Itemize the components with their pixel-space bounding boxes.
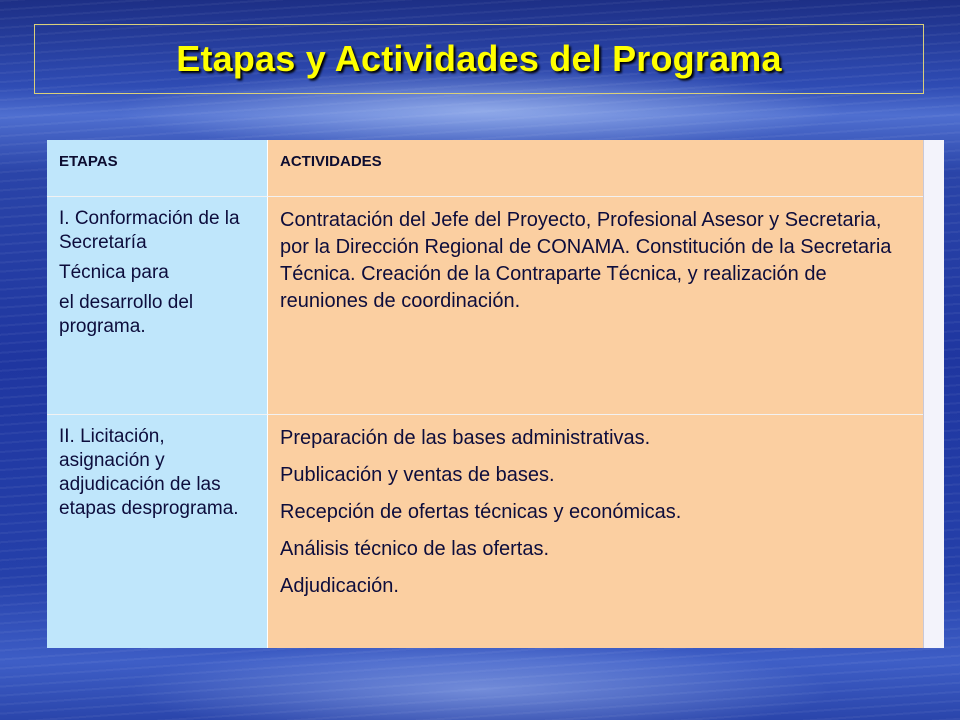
stage-1-line-2: Técnica para [59, 262, 169, 283]
table-row-2-actividades [268, 414, 923, 648]
header-actividades: ACTIVIDADES [268, 140, 923, 196]
activity-2-item: Publicación y ventas de bases. [280, 464, 555, 486]
table-row-1-etapa [47, 196, 268, 414]
program-table [47, 140, 944, 648]
stage-1-line-1: I. Conformación de la Secretaría [59, 208, 240, 253]
table-side-strip [923, 140, 944, 648]
table-grid [47, 140, 923, 648]
activity-2-item: Análisis técnico de las ofertas. [280, 538, 550, 560]
title-box [34, 24, 924, 94]
stage-2-line-1: II. Licitación, asignación y adjudicación de las etapas desprograma. [59, 426, 239, 519]
activity-2-item: Recepción de ofertas técnicas y económicas. [280, 501, 682, 523]
table-row-1-actividades [268, 196, 923, 414]
activity-2-list [280, 425, 911, 600]
header-etapas: ETAPAS [47, 140, 268, 196]
activity-1-text: Contratación del Jefe del Proyecto, Profesional Asesor y Secretaria, por la Dirección Regional de CONAMA. Constitución de la Secretaria Técnica. Creación de la Contraparte Técnica, y realización de reuniones de coordinación. [280, 209, 892, 312]
activity-2-item: Adjudicación. [280, 575, 399, 597]
stage-1-line-3: el desarrollo del programa. [59, 292, 194, 337]
activity-2-item: Preparación de las bases administrativas. [280, 427, 651, 449]
slide-title: Etapas y Actividades del Programa [176, 38, 782, 79]
table-row-2-etapa [47, 414, 268, 648]
